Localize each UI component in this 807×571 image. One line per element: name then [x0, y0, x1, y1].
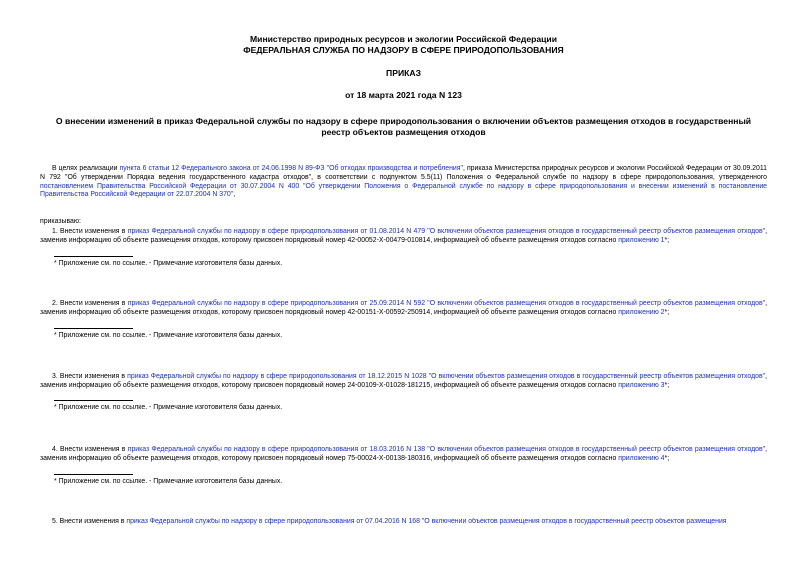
order-item-5	[40, 518, 767, 527]
document-type: ПРИКАЗ	[386, 68, 421, 78]
annex-link[interactable]: приложению 1	[618, 236, 665, 244]
order-word: приказываю:	[40, 218, 81, 225]
document-title-line2: реестр объектов размещения отходов	[321, 127, 486, 137]
item-lead: 5. Внести изменения в	[52, 518, 127, 525]
preamble-text-3: ,	[233, 191, 236, 199]
order-link[interactable]: приказ Федеральной службы по надзору в сфере природопользования от 18.12.2015 N 1028 "О включении объектов размещения отходов в государственный реестр объектов размещения отходов"	[127, 373, 766, 380]
order-item-2	[40, 300, 767, 318]
preamble-text-1: В целях реализации	[52, 165, 120, 172]
item-text: , заменив информацию об объекте размещения отходов, которому присвоен порядковый номер 24-00109-Х-01028-181215, информацией об объекте размещения отходов согласно	[40, 373, 767, 389]
order-item-4	[40, 446, 767, 464]
footnote-divider	[54, 328, 133, 329]
footnote-divider	[54, 400, 133, 401]
order-link[interactable]: приказ Федеральной службы по надзору в сфере природопользования от 25.09.2014 N 592 "О включении объектов размещения отходов в государственный реестр объектов размещения отходов"	[127, 300, 766, 307]
item-lead: 1. Внести изменения в	[52, 228, 128, 235]
footnote: * Приложение см. по ссылке. - Примечание изготовителя базы данных.	[54, 404, 283, 411]
item-lead: 3. Внести изменения в	[52, 373, 128, 380]
document-title-line1: О внесении изменений в приказ Федеральной службы по надзору в сфере природопользования о включении объектов размещения отходов в государственный	[55, 116, 752, 126]
order-item-1	[40, 228, 767, 246]
preamble	[40, 165, 767, 200]
item-text: , заменив информацию об объекте размещения отходов, которому присвоен порядковый номер 75-00024-Х-00138-180316, информацией об объекте размещения отходов согласно	[40, 446, 768, 462]
footnote-divider	[54, 256, 133, 257]
annex-link[interactable]: приложению 2	[618, 308, 665, 316]
item-tail: *;	[664, 308, 670, 316]
footnote: * Приложение см. по ссылке. - Примечание изготовителя базы данных.	[54, 332, 283, 339]
item-lead: 4. Внести изменения в	[52, 446, 128, 453]
annex-link[interactable]: приложению 4	[618, 454, 665, 462]
footnote: * Приложение см. по ссылке. - Примечание изготовителя базы данных.	[54, 478, 283, 485]
service-name: ФЕДЕРАЛЬНАЯ СЛУЖБА ПО НАДЗОРУ В СФЕРЕ ПРИРОДОПОЛЬЗОВАНИЯ	[243, 45, 564, 55]
item-tail: *;	[664, 454, 670, 462]
government-resolution-link[interactable]: постановлением Правительства Российской Федерации от 30.07.2004 N 400 "Об утверждении Положения о Федеральной службе по надзору в сфере природопользования и внесении изменений в постановление Правительства Российской Федерации от 22.07.2004 N 370"	[40, 182, 767, 199]
item-lead: 2. Внести изменения в	[52, 300, 128, 307]
federal-law-link[interactable]: пункта 6 статьи 12 Федерального закона от 24.06.1998 N 89-ФЗ "Об отходах производства и потребления"	[119, 165, 463, 172]
item-tail: *;	[664, 236, 670, 244]
order-link[interactable]: приказ Федеральной службы по надзору в сфере природопользования от 18.03.2016 N 138 "О включении объектов размещения отходов в государственный реестр объектов размещения отходов"	[127, 446, 766, 453]
document-date: от 18 марта 2021 года N 123	[345, 90, 462, 100]
footnote: * Приложение см. по ссылке. - Примечание изготовителя базы данных.	[54, 260, 283, 267]
preamble-text-2: , приказа Министерства природных ресурсов и экологии Российской Федерации от 30.09.2011 N 792 "Об утверждении Порядка ведения государственного кадастра отходов", в соответствии с подпунктом 5.5(11) Положения о Федеральной службе по надзору в сфере природопользования, утвержденного	[40, 165, 767, 181]
ministry-name: Министерство природных ресурсов и экологии Российской Федерации	[250, 34, 557, 44]
item-tail: *;	[664, 381, 670, 389]
annex-link[interactable]: приложению 3	[618, 381, 665, 389]
item-text: , заменив информацию об объекте размещения отходов, которому присвоен порядковый номер 42-00151-Х-00592-250914, информацией об объекте размещения отходов согласно	[40, 300, 768, 316]
item-text: , заменив информацию об объекте размещения отходов, которому присвоен порядковый номер 42-00052-Х-00479-010814, информацией об объекте размещения отходов согласно	[40, 228, 768, 244]
order-link[interactable]: приказ Федеральной службы по надзору в сфере природопользования от 01.08.2014 N 479 "О включении объектов размещения отходов в государственный реестр объектов размещения отходов"	[127, 228, 766, 235]
footnote-divider	[54, 474, 133, 475]
order-link[interactable]: приказ Федеральной службы по надзору в сфере природопользования от 07.04.2016 N 168 "О включении объектов размещения отходов в государственный реестр объектов размещения	[126, 518, 727, 525]
order-item-3	[40, 373, 767, 391]
